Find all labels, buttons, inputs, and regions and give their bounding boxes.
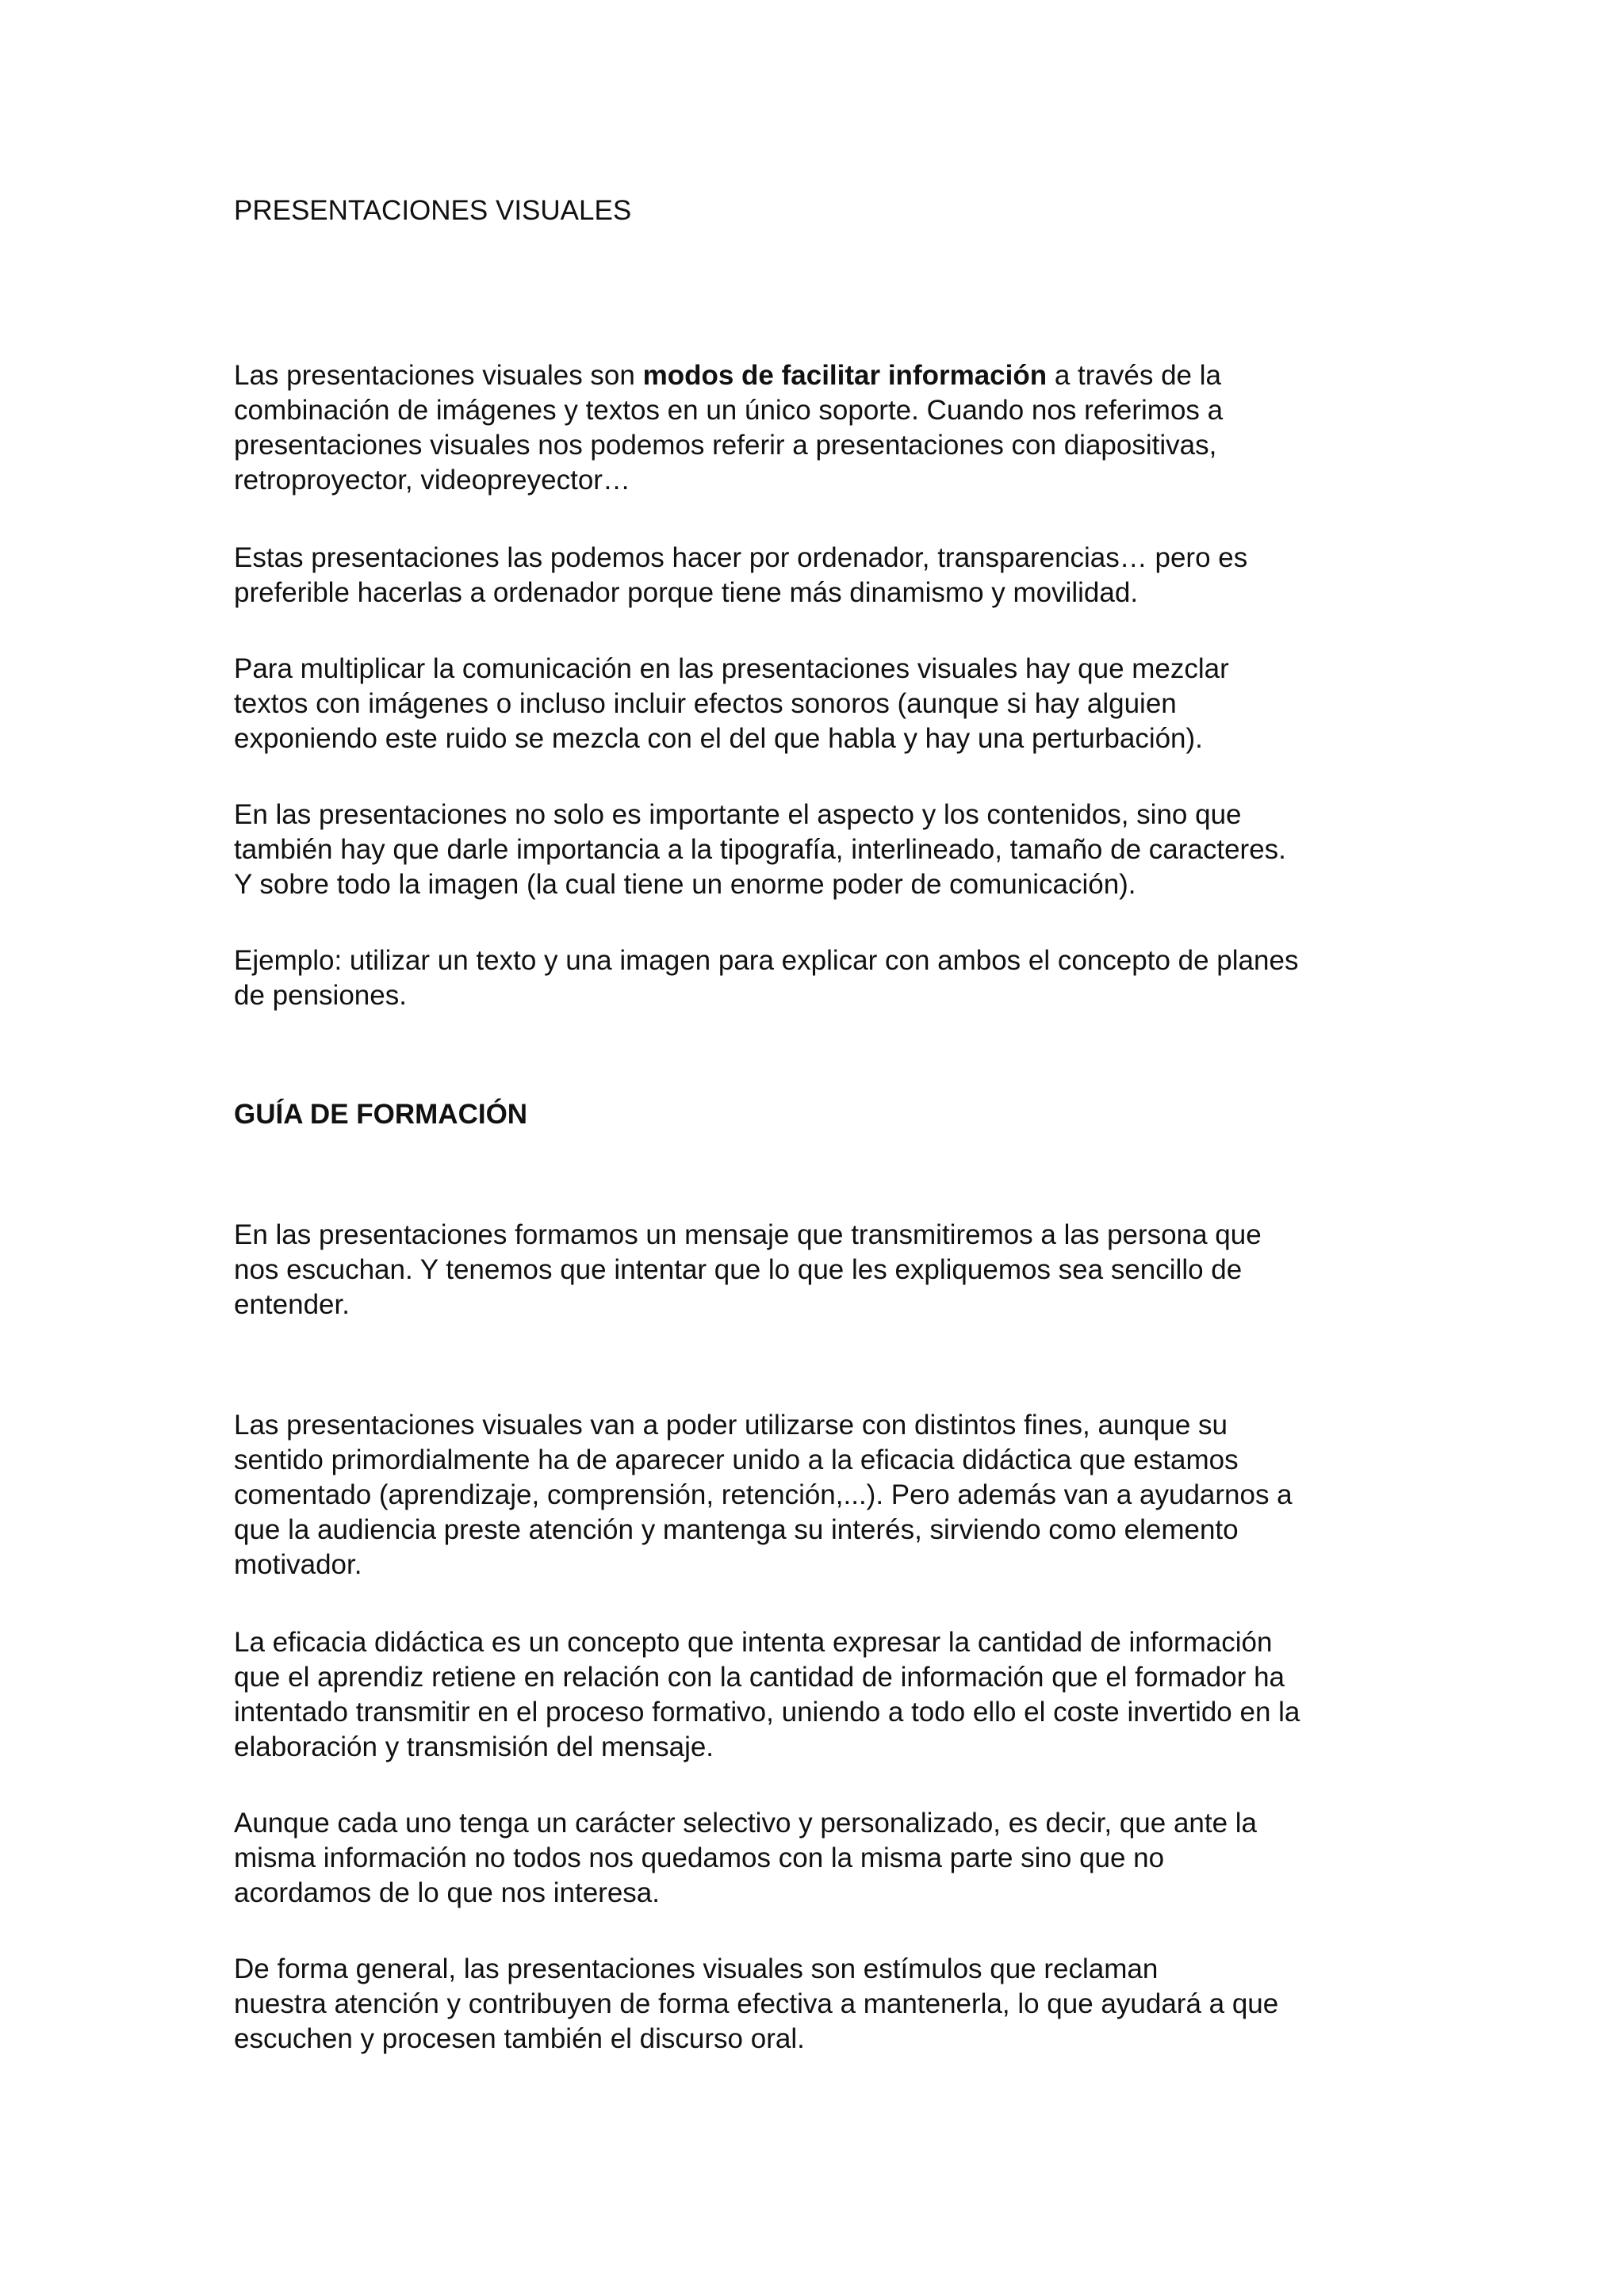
paragraph-2 bbox=[234, 541, 1408, 610]
paragraph-line: Para multiplicar la comunicación en las presentaciones visuales hay que mezclar bbox=[234, 653, 1229, 684]
section-paragraph-3 bbox=[234, 1625, 1408, 1765]
paragraph-line: que la audiencia preste atención y mantenga su interés, sirviendo como elemento bbox=[234, 1514, 1239, 1545]
paragraph-line: De forma general, las presentaciones visuales son estímulos que reclaman bbox=[234, 1954, 1159, 1984]
paragraph-1 bbox=[234, 358, 1408, 498]
paragraph-line: En las presentaciones no solo es importante el aspecto y los contenidos, sino que bbox=[234, 799, 1242, 830]
paragraph-line: sentido primordialmente ha de aparecer unido a la eficacia didáctica que estamos bbox=[234, 1445, 1239, 1475]
paragraph-line: Aunque cada uno tenga un carácter selectivo y personalizado, es decir, que ante la bbox=[234, 1808, 1258, 1839]
paragraph-line: escuchen y procesen también el discurso oral. bbox=[234, 2023, 805, 2054]
paragraph-line: presentaciones visuales nos podemos referir a presentaciones con diapositivas, bbox=[234, 430, 1217, 461]
paragraph-line: entender. bbox=[234, 1289, 350, 1320]
paragraph-4 bbox=[234, 798, 1408, 902]
paragraph-line: misma información no todos nos quedamos con la misma parte sino que no bbox=[234, 1843, 1165, 1873]
paragraph-line: Estas presentaciones las podemos hacer por ordenador, transparencias… pero es bbox=[234, 542, 1248, 573]
paragraph-line: acordamos de lo que nos interesa. bbox=[234, 1877, 660, 1908]
paragraph-line: preferible hacerlas a ordenador porque tiene más dinamismo y movilidad. bbox=[234, 577, 1139, 608]
paragraph-line: nuestra atención y contribuyen de forma efectiva a mantenerla, lo que ayudará a que bbox=[234, 1988, 1279, 2019]
paragraph-line: Las presentaciones visuales van a poder utilizarse con distintos fines, aunque su bbox=[234, 1410, 1228, 1441]
section-paragraph-2 bbox=[234, 1408, 1408, 1582]
paragraph-line: textos con imágenes o incluso incluir efectos sonoros (aunque si hay alguien bbox=[234, 688, 1177, 719]
paragraph-line: En las presentaciones formamos un mensaje que transmitiremos a las persona que bbox=[234, 1219, 1262, 1250]
paragraph-line: retroproyector, videopreyector… bbox=[234, 465, 630, 496]
paragraph-line: exponiendo este ruido se mezcla con el del que habla y hay una perturbación). bbox=[234, 723, 1203, 754]
section-paragraph-1 bbox=[234, 1218, 1408, 1322]
section-paragraph-4 bbox=[234, 1806, 1408, 1911]
paragraph-line: Ejemplo: utilizar un texto y una imagen para explicar con ambos el concepto de planes bbox=[234, 945, 1299, 976]
paragraph-line: nos escuchan. Y tenemos que intentar que lo que les expliquemos sea sencillo de bbox=[234, 1254, 1243, 1285]
section-heading: GUÍA DE FORMACIÓN bbox=[234, 1099, 528, 1130]
document-title: PRESENTACIONES VISUALES bbox=[234, 195, 632, 226]
paragraph-line: La eficacia didáctica es un concepto que intenta expresar la cantidad de información bbox=[234, 1627, 1273, 1658]
paragraph-line: Y sobre todo la imagen (la cual tiene un enorme poder de comunicación). bbox=[234, 869, 1136, 900]
paragraph-line: motivador. bbox=[234, 1549, 362, 1580]
paragraph-3 bbox=[234, 652, 1408, 756]
paragraph-line: intentado transmitir en el proceso formativo, uniendo a todo ello el coste invertido en la bbox=[234, 1697, 1300, 1728]
paragraph-line: elaboración y transmisión del mensaje. bbox=[234, 1732, 714, 1762]
paragraph-5 bbox=[234, 943, 1408, 1013]
paragraph-line: que el aprendiz retiene en relación con la cantidad de información que el formador ha bbox=[234, 1662, 1285, 1693]
paragraph-line: también hay que darle importancia a la tipografía, interlineado, tamaño de caracteres. bbox=[234, 834, 1286, 865]
paragraph-line: Las presentaciones visuales son modos de facilitar información a través de la bbox=[234, 360, 1221, 391]
section-paragraph-5 bbox=[234, 1952, 1408, 2057]
paragraph-line: de pensiones. bbox=[234, 980, 407, 1011]
paragraph-line: comentado (aprendizaje, comprensión, retención,...). Pero además van a ayudarnos a bbox=[234, 1479, 1293, 1510]
bold-phrase: modos de facilitar información bbox=[642, 360, 1048, 391]
paragraph-line: combinación de imágenes y textos en un único soporte. Cuando nos referimos a bbox=[234, 395, 1224, 426]
